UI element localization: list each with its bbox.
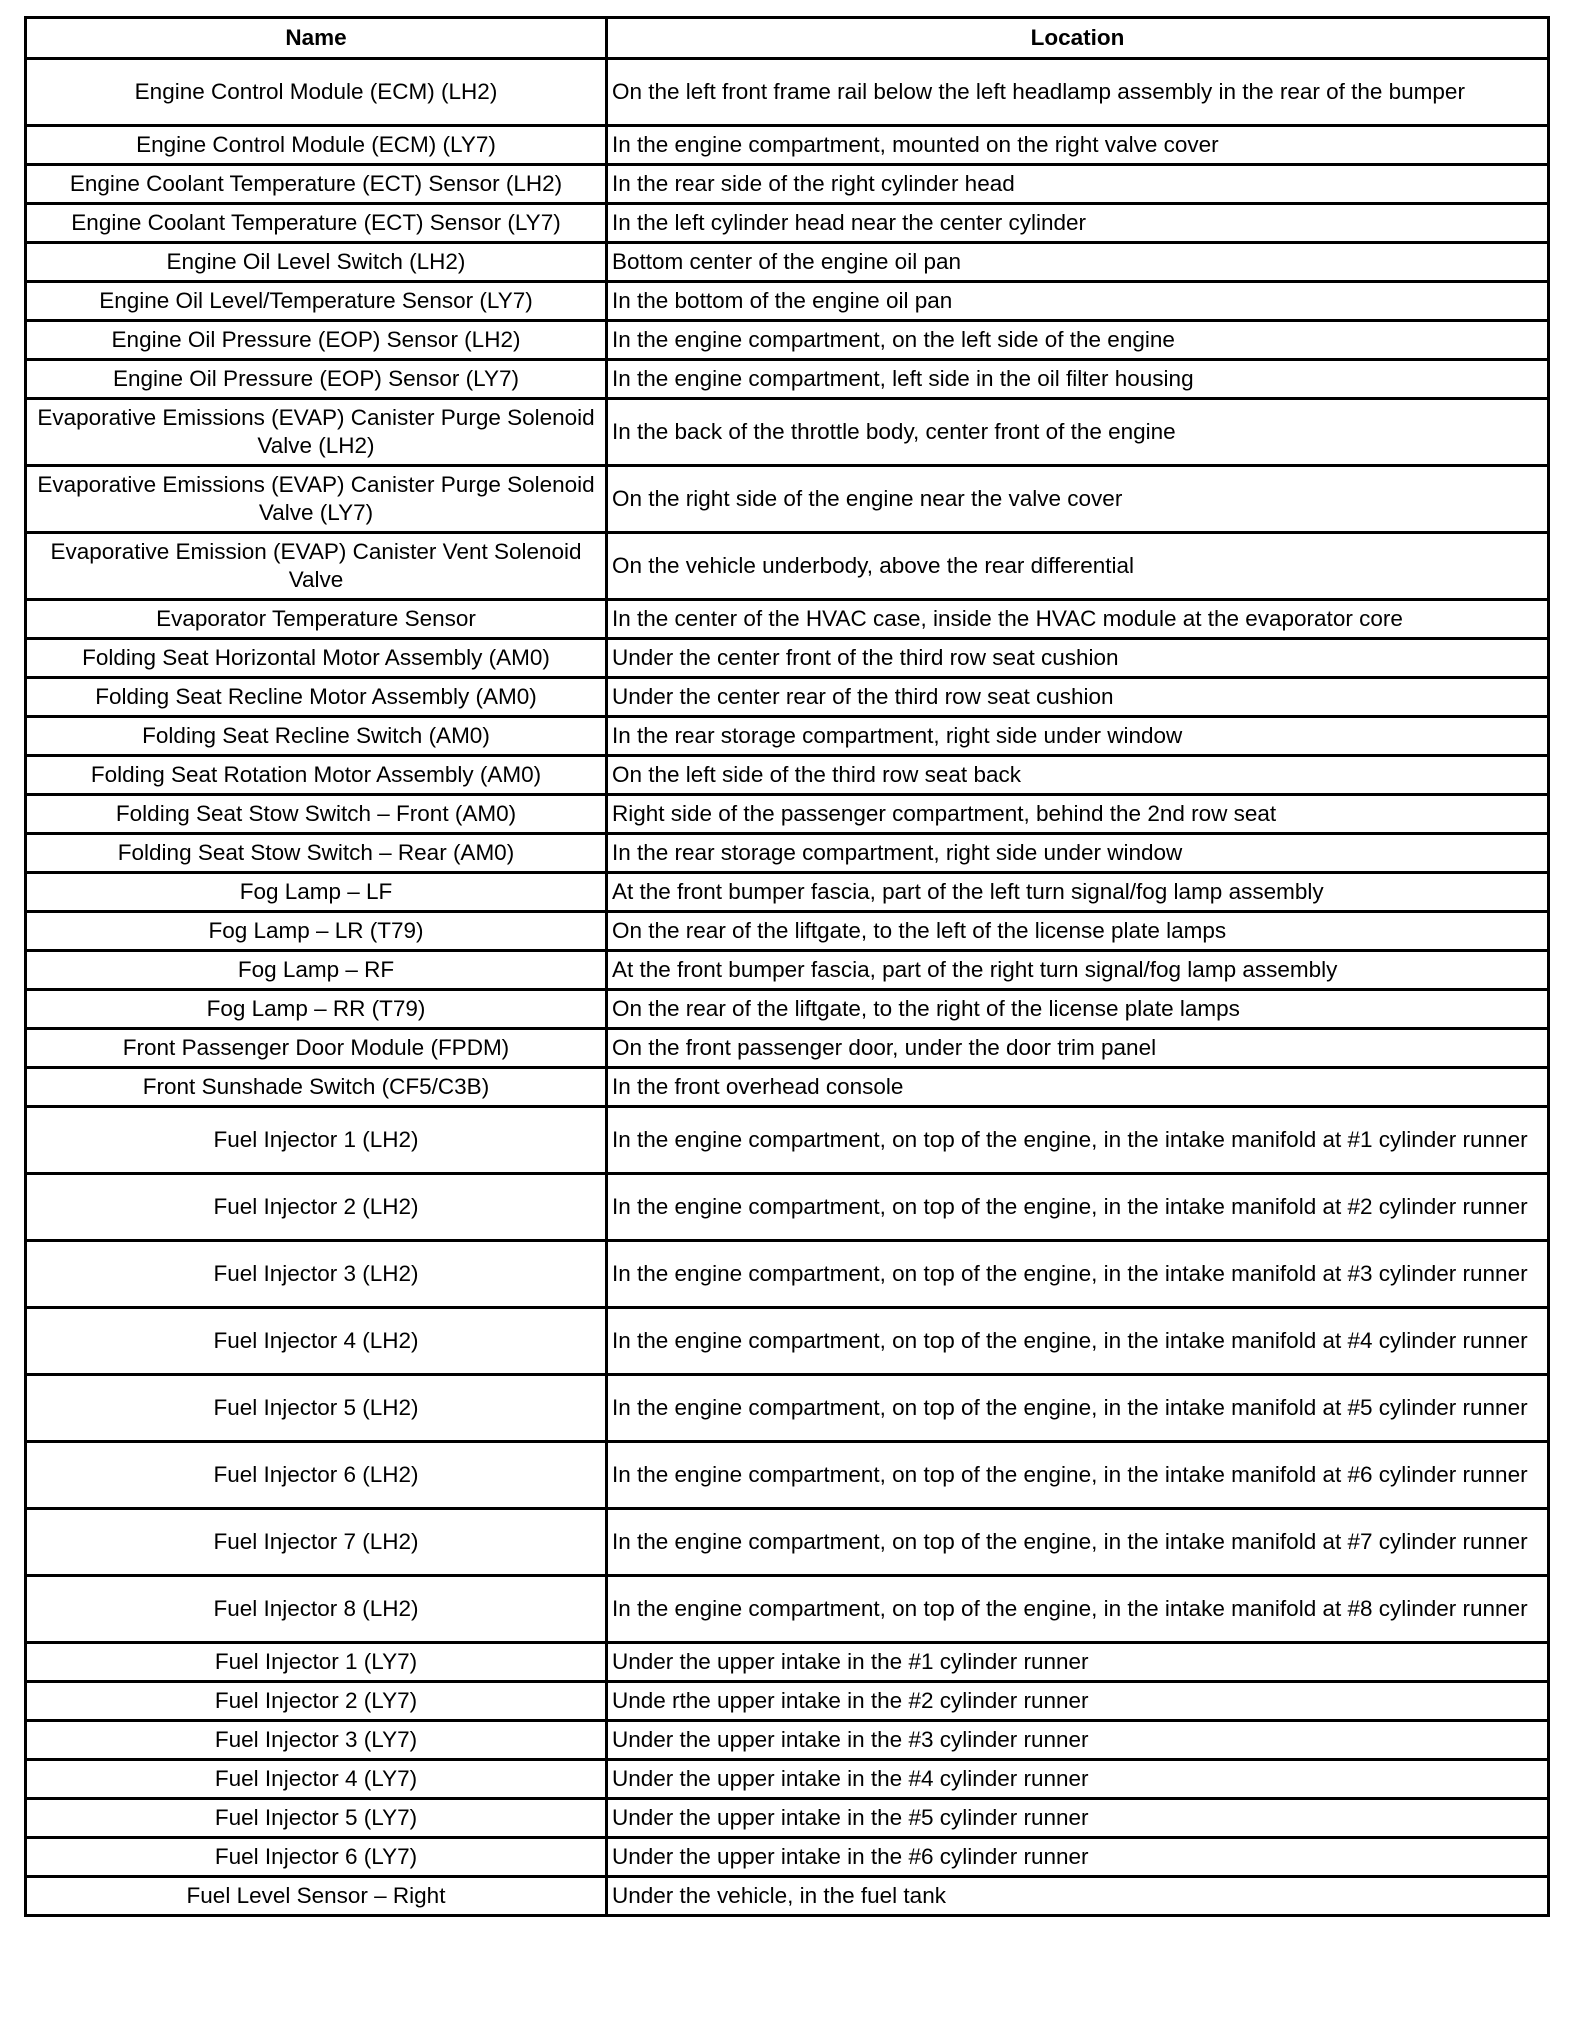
component-name-cell: Fuel Injector 1 (LH2) (26, 1107, 607, 1174)
table-row (26, 1241, 1549, 1308)
component-location-cell: Bottom center of the engine oil pan (607, 243, 1549, 282)
component-location-cell: In the engine compartment, on top of the engine, in the intake manifold at #5 cylinder runner (607, 1375, 1549, 1442)
table-row (26, 873, 1549, 912)
component-location-cell: Under the upper intake in the #5 cylinder runner (607, 1799, 1549, 1838)
component-location-cell: Under the upper intake in the #4 cylinder runner (607, 1760, 1549, 1799)
component-name-cell: Fuel Injector 4 (LH2) (26, 1308, 607, 1375)
table-row (26, 1068, 1549, 1107)
component-location-cell: Unde rthe upper intake in the #2 cylinder runner (607, 1682, 1549, 1721)
component-name-cell: Engine Coolant Temperature (ECT) Sensor (LH2) (26, 165, 607, 204)
component-name-cell: Fog Lamp – LF (26, 873, 607, 912)
component-location-cell: On the vehicle underbody, above the rear differential (607, 533, 1549, 600)
table-body (26, 59, 1549, 1916)
component-name-cell: Folding Seat Rotation Motor Assembly (AM0) (26, 756, 607, 795)
table-row (26, 1174, 1549, 1241)
component-name-cell: Fuel Injector 7 (LH2) (26, 1509, 607, 1576)
component-location-cell: In the engine compartment, on top of the engine, in the intake manifold at #2 cylinder runner (607, 1174, 1549, 1241)
table-row (26, 1576, 1549, 1643)
component-name-cell: Engine Oil Level Switch (LH2) (26, 243, 607, 282)
table-row (26, 1442, 1549, 1509)
table-row (26, 204, 1549, 243)
component-location-cell: In the engine compartment, on top of the engine, in the intake manifold at #3 cylinder runner (607, 1241, 1549, 1308)
component-location-cell: In the rear storage compartment, right side under window (607, 834, 1549, 873)
component-location-cell: In the front overhead console (607, 1068, 1549, 1107)
component-location-cell: In the engine compartment, mounted on the right valve cover (607, 126, 1549, 165)
component-name-cell: Front Sunshade Switch (CF5/C3B) (26, 1068, 607, 1107)
table-row (26, 59, 1549, 126)
component-location-cell: In the center of the HVAC case, inside the HVAC module at the evaporator core (607, 600, 1549, 639)
component-location-cell: On the rear of the liftgate, to the left of the license plate lamps (607, 912, 1549, 951)
component-name-cell: Fuel Level Sensor – Right (26, 1877, 607, 1916)
table-row (26, 1760, 1549, 1799)
component-name-cell: Folding Seat Stow Switch – Rear (AM0) (26, 834, 607, 873)
component-location-cell: In the engine compartment, on top of the engine, in the intake manifold at #4 cylinder runner (607, 1308, 1549, 1375)
component-name-cell: Fuel Injector 3 (LH2) (26, 1241, 607, 1308)
component-location-cell: In the engine compartment, on top of the engine, in the intake manifold at #7 cylinder runner (607, 1509, 1549, 1576)
component-location-cell: In the engine compartment, on the left side of the engine (607, 321, 1549, 360)
component-name-cell: Evaporative Emission (EVAP) Canister Vent Solenoid Valve (26, 533, 607, 600)
table-row (26, 399, 1549, 466)
component-location-cell: On the left side of the third row seat back (607, 756, 1549, 795)
table-row (26, 243, 1549, 282)
table-row (26, 1107, 1549, 1174)
component-name-cell: Fuel Injector 5 (LY7) (26, 1799, 607, 1838)
table-row (26, 639, 1549, 678)
component-location-table (24, 16, 1550, 1917)
component-name-cell: Folding Seat Recline Motor Assembly (AM0) (26, 678, 607, 717)
component-name-cell: Fuel Injector 8 (LH2) (26, 1576, 607, 1643)
component-name-cell: Fuel Injector 6 (LH2) (26, 1442, 607, 1509)
component-location-cell: On the left front frame rail below the left headlamp assembly in the rear of the bumper (607, 59, 1549, 126)
table-row (26, 126, 1549, 165)
table-row (26, 1509, 1549, 1576)
component-name-cell: Engine Oil Pressure (EOP) Sensor (LH2) (26, 321, 607, 360)
component-location-cell: In the engine compartment, on top of the engine, in the intake manifold at #6 cylinder runner (607, 1442, 1549, 1509)
component-location-cell: In the back of the throttle body, center front of the engine (607, 399, 1549, 466)
table-row (26, 533, 1549, 600)
component-name-cell: Fog Lamp – LR (T79) (26, 912, 607, 951)
component-location-cell: Under the upper intake in the #1 cylinder runner (607, 1643, 1549, 1682)
component-location-cell: Right side of the passenger compartment, behind the 2nd row seat (607, 795, 1549, 834)
table-row (26, 912, 1549, 951)
table-row (26, 1877, 1549, 1916)
component-name-cell: Engine Oil Pressure (EOP) Sensor (LY7) (26, 360, 607, 399)
table-row (26, 990, 1549, 1029)
component-location-cell: In the rear side of the right cylinder head (607, 165, 1549, 204)
component-name-cell: Fog Lamp – RF (26, 951, 607, 990)
table-row (26, 1375, 1549, 1442)
table-row (26, 466, 1549, 533)
component-location-cell: At the front bumper fascia, part of the right turn signal/fog lamp assembly (607, 951, 1549, 990)
table-header (26, 18, 1549, 59)
component-name-cell: Folding Seat Stow Switch – Front (AM0) (26, 795, 607, 834)
component-name-cell: Engine Coolant Temperature (ECT) Sensor (LY7) (26, 204, 607, 243)
component-name-cell: Evaporator Temperature Sensor (26, 600, 607, 639)
table-row (26, 1643, 1549, 1682)
component-name-cell: Evaporative Emissions (EVAP) Canister Purge Solenoid Valve (LY7) (26, 466, 607, 533)
table-row (26, 1799, 1549, 1838)
header-location: Location (607, 18, 1549, 59)
table-row (26, 1029, 1549, 1068)
component-name-cell: Fuel Injector 2 (LY7) (26, 1682, 607, 1721)
table-row (26, 951, 1549, 990)
component-name-cell: Engine Control Module (ECM) (LY7) (26, 126, 607, 165)
table-row (26, 1721, 1549, 1760)
table-row (26, 1682, 1549, 1721)
table-row (26, 756, 1549, 795)
component-location-cell: In the engine compartment, on top of the engine, in the intake manifold at #1 cylinder runner (607, 1107, 1549, 1174)
component-name-cell: Fuel Injector 4 (LY7) (26, 1760, 607, 1799)
component-name-cell: Fog Lamp – RR (T79) (26, 990, 607, 1029)
component-location-cell: Under the center front of the third row seat cushion (607, 639, 1549, 678)
component-name-cell: Fuel Injector 3 (LY7) (26, 1721, 607, 1760)
table-row (26, 834, 1549, 873)
table-row (26, 1838, 1549, 1877)
component-location-cell: On the right side of the engine near the valve cover (607, 466, 1549, 533)
component-location-cell: Under the upper intake in the #3 cylinder runner (607, 1721, 1549, 1760)
component-location-cell: In the engine compartment, on top of the engine, in the intake manifold at #8 cylinder runner (607, 1576, 1549, 1643)
component-location-cell: Under the vehicle, in the fuel tank (607, 1877, 1549, 1916)
component-location-cell: Under the center rear of the third row seat cushion (607, 678, 1549, 717)
table-row (26, 165, 1549, 204)
component-name-cell: Folding Seat Horizontal Motor Assembly (AM0) (26, 639, 607, 678)
table-row (26, 321, 1549, 360)
component-location-cell: Under the upper intake in the #6 cylinder runner (607, 1838, 1549, 1877)
table-row (26, 795, 1549, 834)
component-name-cell: Fuel Injector 5 (LH2) (26, 1375, 607, 1442)
component-name-cell: Engine Oil Level/Temperature Sensor (LY7) (26, 282, 607, 321)
component-location-cell: On the rear of the liftgate, to the right of the license plate lamps (607, 990, 1549, 1029)
component-name-cell: Evaporative Emissions (EVAP) Canister Purge Solenoid Valve (LH2) (26, 399, 607, 466)
component-name-cell: Engine Control Module (ECM) (LH2) (26, 59, 607, 126)
component-name-cell: Fuel Injector 1 (LY7) (26, 1643, 607, 1682)
component-name-cell: Fuel Injector 2 (LH2) (26, 1174, 607, 1241)
component-name-cell: Folding Seat Recline Switch (AM0) (26, 717, 607, 756)
table-row (26, 717, 1549, 756)
table-row (26, 1308, 1549, 1375)
table-row (26, 678, 1549, 717)
table-row (26, 600, 1549, 639)
header-row (26, 18, 1549, 59)
header-name: Name (26, 18, 607, 59)
component-location-cell: On the front passenger door, under the door trim panel (607, 1029, 1549, 1068)
table-row (26, 360, 1549, 399)
table-row (26, 282, 1549, 321)
component-location-cell: In the engine compartment, left side in the oil filter housing (607, 360, 1549, 399)
component-location-cell: In the rear storage compartment, right side under window (607, 717, 1549, 756)
component-location-cell: In the bottom of the engine oil pan (607, 282, 1549, 321)
component-name-cell: Front Passenger Door Module (FPDM) (26, 1029, 607, 1068)
component-location-cell: In the left cylinder head near the center cylinder (607, 204, 1549, 243)
component-name-cell: Fuel Injector 6 (LY7) (26, 1838, 607, 1877)
component-location-cell: At the front bumper fascia, part of the left turn signal/fog lamp assembly (607, 873, 1549, 912)
